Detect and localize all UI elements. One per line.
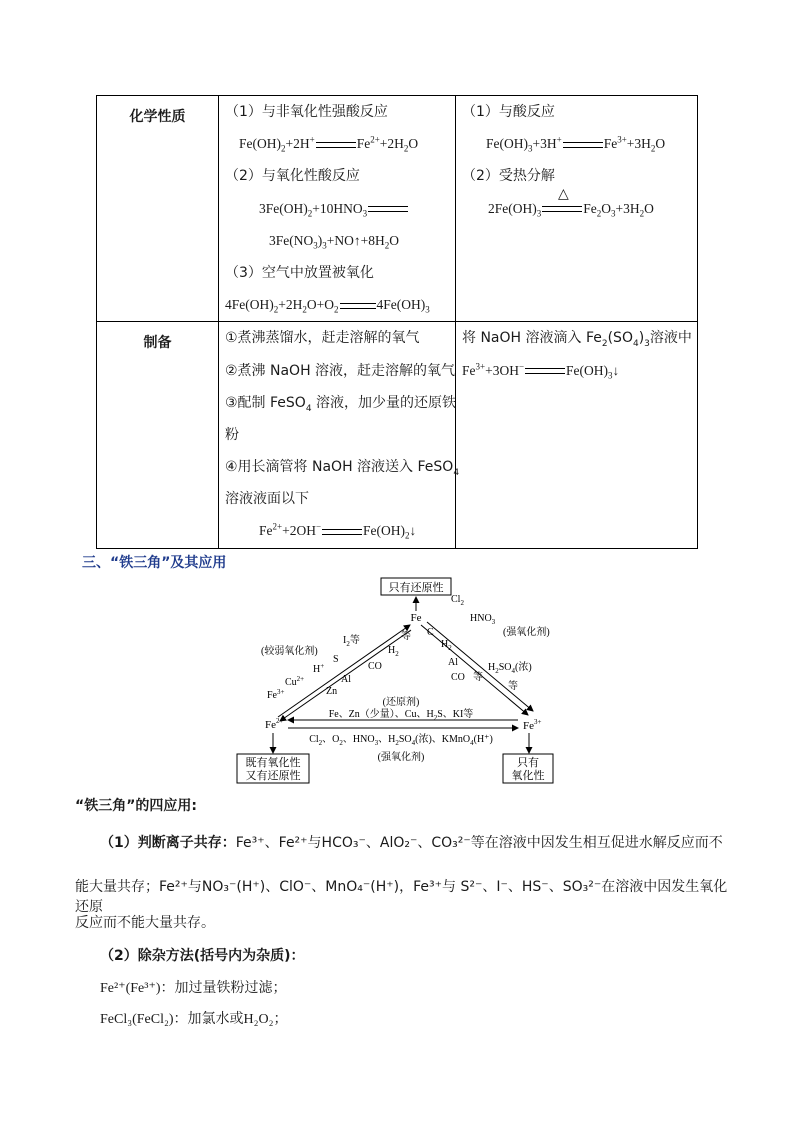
node-fe3: $Fe^{3+}$ bbox=[523, 718, 542, 732]
left-box-line2: 又有还原性 bbox=[245, 770, 301, 782]
application-2-line2: FeCl₃(FeCl₂)：加氯水或H₂O₂； bbox=[100, 1012, 288, 1027]
list-item: （3）空气中放置被氧化 bbox=[225, 264, 374, 281]
right-box-line2: 氧化性 bbox=[511, 770, 545, 782]
list-item: 溶液液面以下 bbox=[225, 491, 309, 508]
cell-fe-oh2-properties bbox=[219, 96, 456, 322]
label-s: S bbox=[333, 654, 339, 665]
application-2-line1: Fe²⁺(Fe³⁺)：加过量铁粉过滤； bbox=[100, 981, 287, 996]
label-hno3: $HNO_3$ bbox=[470, 613, 496, 626]
application-1 bbox=[100, 832, 730, 852]
list-item: （2）受热分解 bbox=[462, 168, 555, 185]
label-h2so4: $H_2SO_4$(浓) bbox=[488, 662, 532, 675]
label-deng-right: 等 bbox=[473, 672, 483, 683]
label-co-right: CO bbox=[451, 672, 465, 683]
left-box-line1: 既有氧化性 bbox=[245, 757, 301, 769]
application-1-end: 反应而不能大量共存。 bbox=[75, 915, 215, 931]
list-item: （1）与非氧化性强酸反应 bbox=[225, 104, 388, 120]
label-al-right: Al bbox=[448, 657, 458, 668]
table-row bbox=[97, 322, 698, 548]
heat-symbol: △ bbox=[558, 186, 569, 202]
label-c: C bbox=[427, 627, 434, 638]
table-row bbox=[97, 96, 698, 322]
node-fe: Fe bbox=[410, 612, 422, 624]
cell-fe-oh2-preparation bbox=[219, 322, 460, 548]
list-item: 粉 bbox=[225, 426, 239, 443]
list-item: ②煮沸 NaOH 溶液，赶走溶解的氧气 bbox=[225, 362, 456, 379]
label-cl2: $Cl_2$ bbox=[451, 594, 464, 607]
equation: $4Fe(OH)_2+2H_2O+O_2$ $4Fe(OH)_3$ bbox=[225, 297, 430, 315]
label-i2: $I_2$等 bbox=[343, 635, 360, 648]
equation: $Fe(OH)_2+2H^+$ $Fe^{2+}+2H_2O$ bbox=[239, 134, 419, 154]
row-header-chemical-properties: 化学性质 bbox=[97, 96, 219, 322]
equation: $3Fe(NO_3)_3+NO↑+8H_2O$ bbox=[269, 232, 399, 251]
list-item: （1）与酸反应 bbox=[462, 104, 555, 120]
label-reducer-list: Fe、Zn（少量）、Cu、$H_2S$、KI等 bbox=[328, 709, 474, 722]
equation: $Fe(OH)_3+3H^+$ $Fe^{3+}+3H_2O$ bbox=[486, 134, 666, 154]
equation: △ $2Fe(OH)_3$ $Fe_2O_3+3H_2O$ bbox=[456, 193, 697, 225]
application-1-label: （1）判断离子共存： bbox=[100, 835, 236, 851]
iron-triangle-diagram bbox=[233, 577, 563, 785]
label-cu: $Cu^{2+}$ bbox=[285, 675, 305, 688]
equation: $Fe^{2+}+2OH^-$ $Fe(OH)_2↓$ bbox=[259, 521, 417, 542]
label-zn: Zn bbox=[326, 686, 338, 697]
application-1-text: Fe³⁺、Fe²⁺与HCO₃⁻、AlO₂⁻、CO₃²⁻等在溶液中因发生相互促进水解反应而不 bbox=[235, 835, 723, 851]
label-h2-left: $H_2$ bbox=[388, 645, 399, 658]
label-al: Al bbox=[341, 674, 351, 685]
applications-title: “铁三角”的四应用: bbox=[75, 798, 198, 814]
label-h2-right: $H_2$ bbox=[441, 639, 452, 652]
label-h: H+ bbox=[313, 662, 325, 675]
properties-table bbox=[96, 95, 698, 549]
node-fe2: $Fe^{2+}$ bbox=[265, 717, 284, 731]
application-1-cont: 能大量共存；Fe²⁺与NO₃⁻(H⁺)、ClO⁻、MnO₄⁻(H⁺)，Fe³⁺与 S²⁻、I⁻、HS⁻、SO₃²⁻在溶液中因发生氧化还原 bbox=[75, 879, 728, 915]
label-reducer: (还原剂) bbox=[382, 697, 420, 708]
list-item: ③配制 FeSO$_4$ 溶液，加少量的还原铁 bbox=[225, 394, 456, 414]
list-item: （2）与氧化性酸反应 bbox=[225, 168, 360, 185]
label-oxidant-list: $Cl_2$、$O_2$、$HNO_3$、$H_2SO_4$(浓)、KMnO$_4$(H⁺) bbox=[309, 734, 493, 747]
cell-fe-oh3-properties bbox=[456, 96, 698, 322]
equation: $3Fe(OH)_2+10HNO_3$ bbox=[219, 193, 455, 225]
equation: $Fe^{3+}+3OH^-$ $Fe(OH)_3↓$ bbox=[462, 361, 620, 381]
label-deng-right2: 等 bbox=[508, 681, 518, 692]
label-fe3-left: $Fe^{3+}$ bbox=[267, 688, 285, 701]
label-weak-oxidant: (较弱氧化剂) bbox=[261, 646, 318, 657]
list-item: 将 NaOH 溶液滴入 $Fe_2(SO_4)_3$溶液中 bbox=[462, 330, 692, 350]
list-item: ④用长滴管将 NaOH 溶液送入 FeSO$_4$ bbox=[225, 459, 460, 478]
label-co: CO bbox=[368, 661, 382, 672]
label-deng-left: 等 bbox=[401, 631, 411, 642]
list-item: ①煮沸蒸馏水，赶走溶解的氧气 bbox=[225, 330, 420, 347]
label-strong-oxidant: (强氧化剂) bbox=[503, 627, 550, 638]
label-strong-oxidant-bottom: (强氧化剂) bbox=[377, 752, 425, 763]
right-box-line1: 只有 bbox=[517, 757, 539, 769]
section-title: 三、“铁三角”及其应用 bbox=[82, 555, 227, 571]
top-box-text: 只有还原性 bbox=[388, 582, 444, 594]
application-2-label: （2）除杂方法(括号内为杂质)： bbox=[100, 948, 305, 964]
row-header-preparation: 制备 bbox=[97, 322, 219, 548]
cell-fe-oh3-preparation bbox=[456, 322, 698, 548]
